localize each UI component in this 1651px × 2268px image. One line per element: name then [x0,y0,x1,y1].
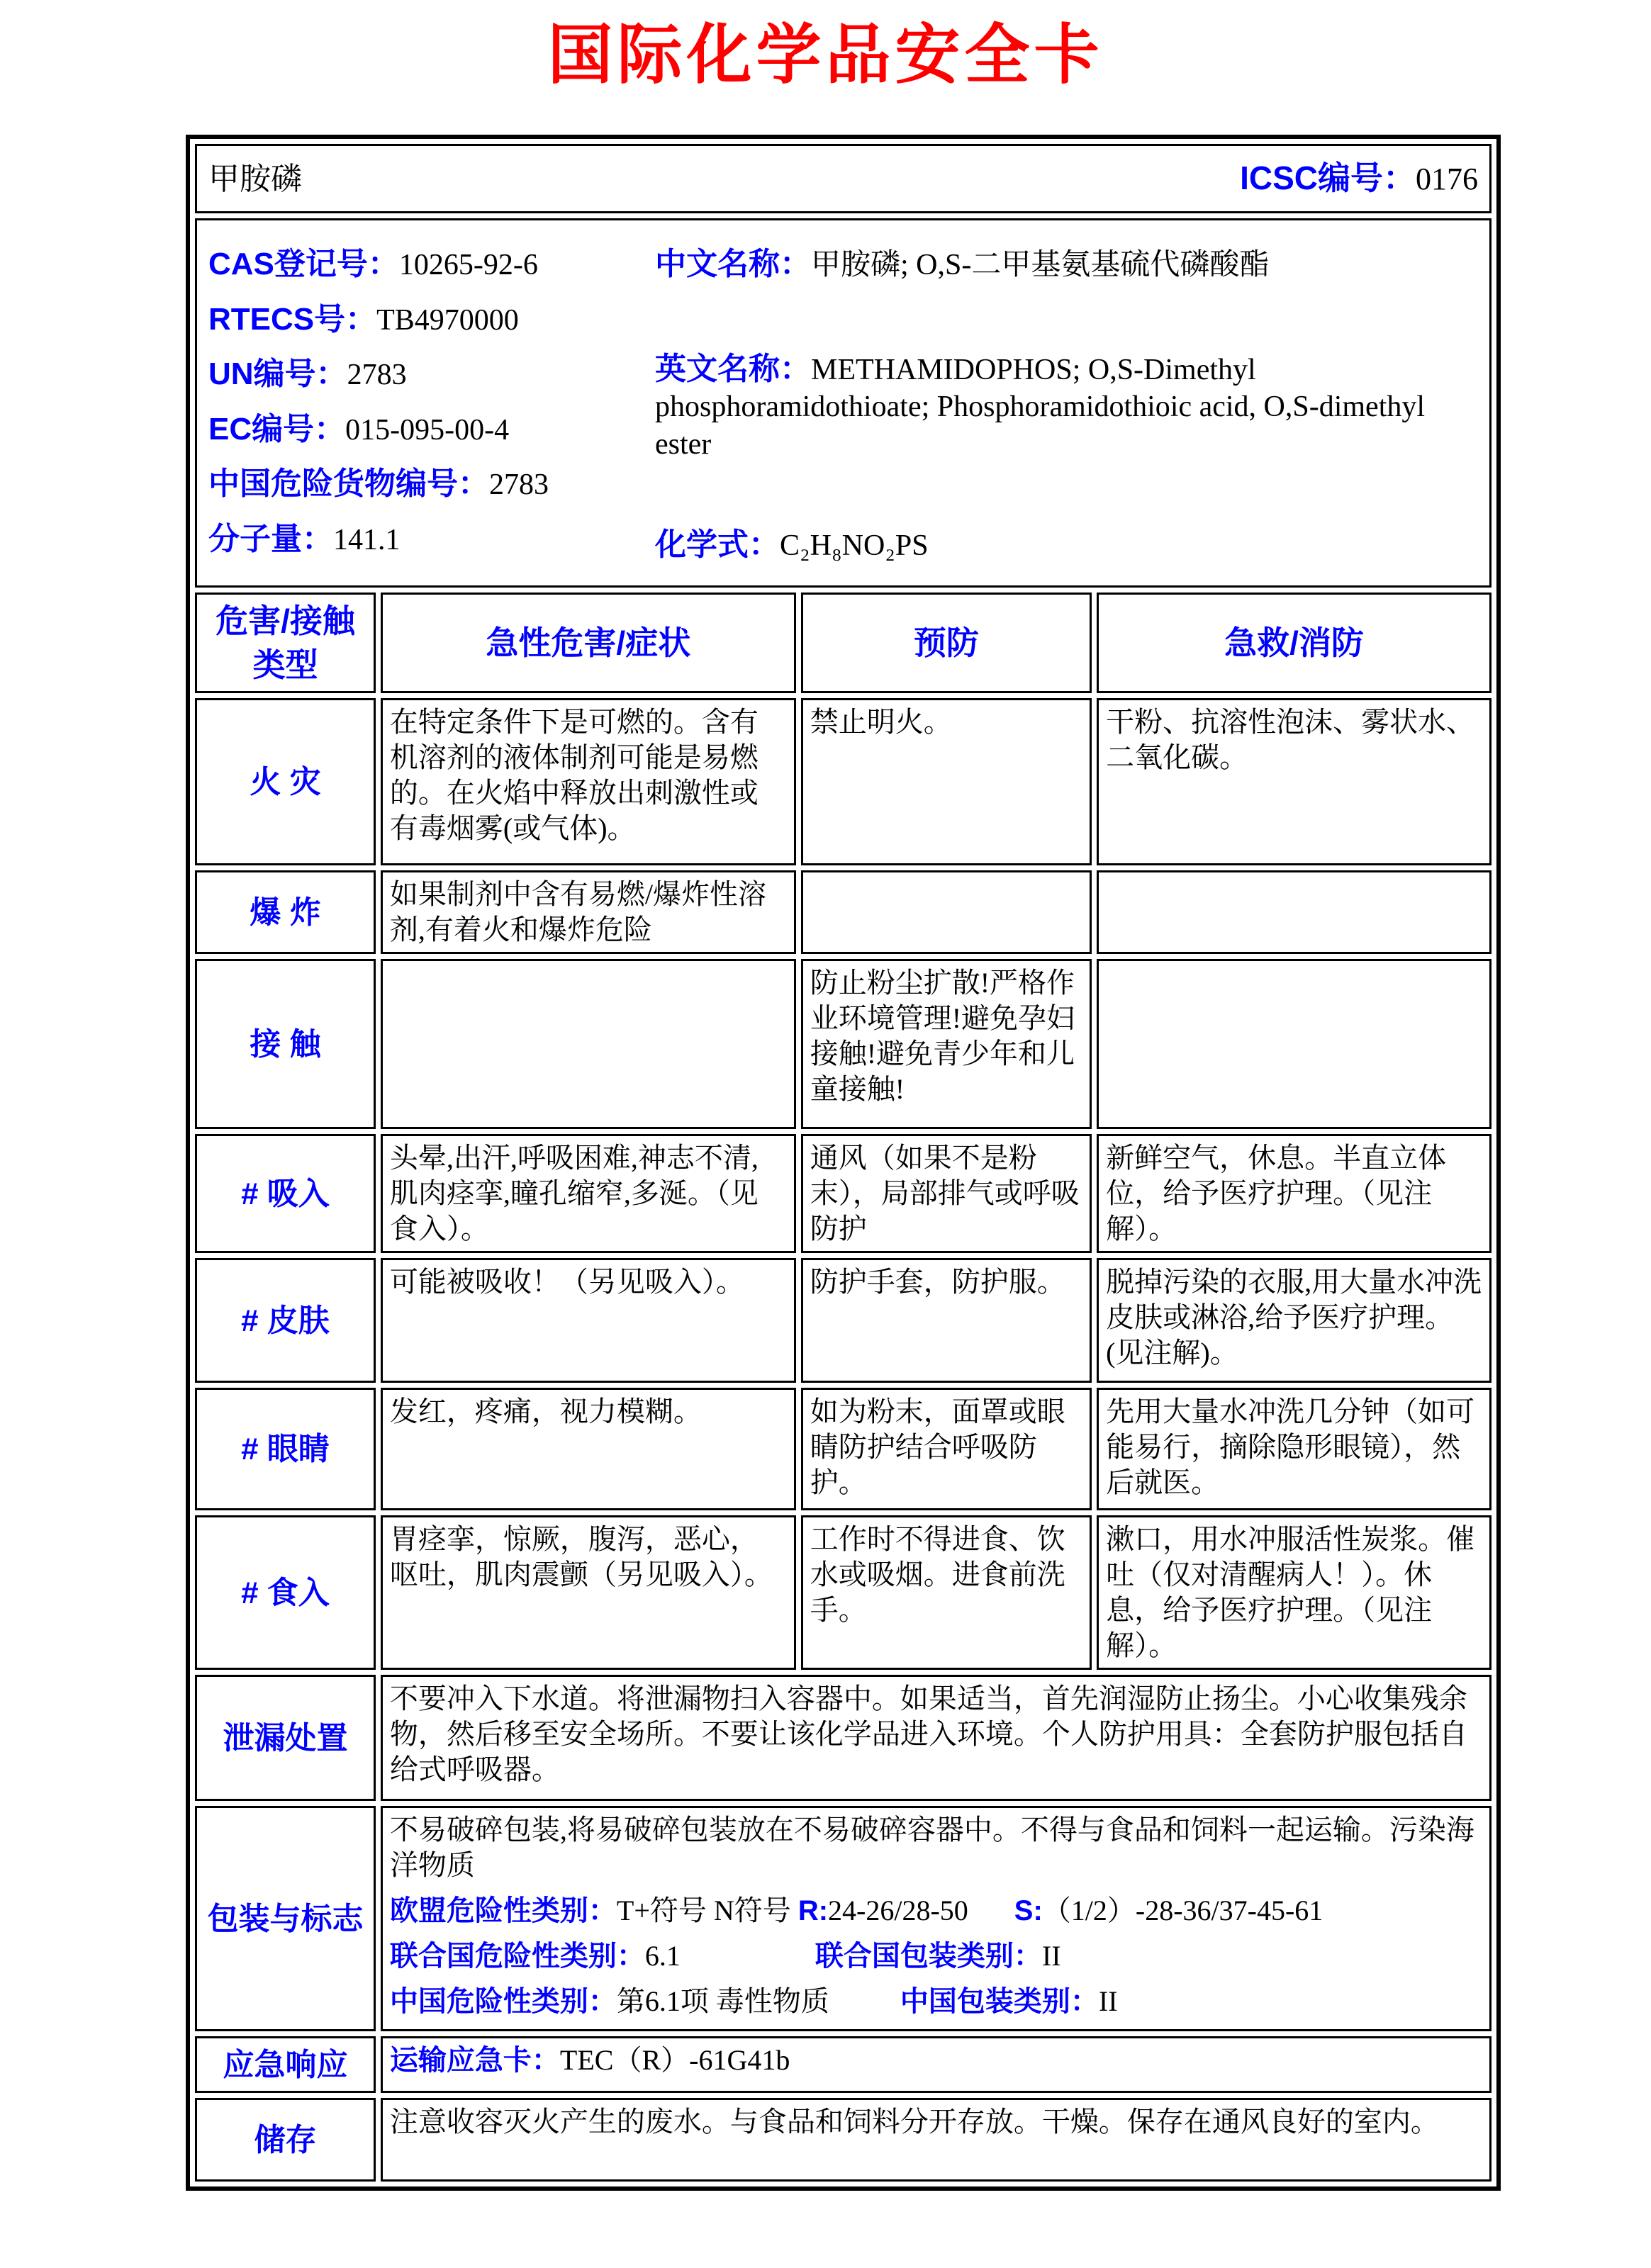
fire-label: 火 灾 [195,698,376,865]
un-pack-group-value: II [1041,1940,1061,1972]
exposure-symptoms [381,959,796,1129]
page-title: 国际化学品安全卡 [547,19,1104,91]
storage-label: 储存 [195,2098,376,2182]
transport-card-label: 运输应急卡： [389,2045,560,2077]
explosion-symptoms: 如果制剂中含有易燃/爆炸性溶剂,有着火和爆炸危险 [381,870,796,954]
emergency-row [195,2036,1492,2093]
packaging-content [381,1806,1492,2031]
un-hazard-class-label: 联合国危险性类别： [389,1941,645,1972]
skin-first-aid: 脱掉污染的衣服,用大量水冲洗皮肤或淋浴,给予医疗护理。(见注解)。 [1097,1258,1492,1383]
transport-card-value: TEC（R）-61G41b [559,2044,790,2077]
s-phrases-value: （1/2）-28-36/37-45-61 [1042,1894,1323,1927]
spill-label: 泄漏处置 [195,1675,376,1801]
header-acute-symptoms: 急性危害/症状 [381,593,796,693]
hazard-header-row [195,593,1492,693]
eyes-symptoms: 发红，疼痛，视力模糊。 [381,1388,796,1510]
icsc-label: ICSC编号： [1240,159,1416,197]
rtecs-label: RTECS号： [208,301,377,337]
china-dg-number-line [208,464,655,504]
formula-line [655,525,1472,565]
un-value: 2783 [347,359,407,391]
cn-pack-group-label: 中国包装类别： [900,1986,1099,2018]
packaging-body: 不易破碎包装,将易破碎包装放在不易破碎容器中。不得与食品和饲料一起运输。污染海洋物质 [389,1814,1474,1882]
rtecs-number-line [208,300,655,339]
eu-class-label: 欧盟危险性类别： [389,1895,617,1927]
storage-row [195,2098,1492,2182]
rtecs-value: TB4970000 [376,303,519,337]
header-hazard-type: 危害/接触类型 [195,593,376,693]
cas-label: CAS登记号： [208,247,399,281]
un-label: UN编号： [208,357,347,391]
header-prevention: 预防 [801,593,1092,693]
hazard-row-skin [195,1258,1492,1383]
s-phrases-label: S: [1014,1895,1043,1927]
china-dg-label: 中国危险货物编号： [208,466,489,501]
ec-value: 015-095-00-4 [345,413,510,447]
card-header-row [195,144,1492,213]
hazard-row-inhalation [195,1134,1492,1253]
molecular-weight-line [208,520,655,559]
cn-hazard-class-value: 第6.1项 毒性物质 [616,1985,829,2018]
icsc-number-box [1240,158,1478,199]
ec-number-line [208,410,655,449]
safety-card-table [186,135,1501,2191]
chinese-name-line [655,245,1472,284]
inhalation-first-aid: 新鲜空气，休息。半直立体位，给予医疗护理。（见注解）。 [1097,1134,1492,1253]
chinese-name-value: 甲胺磷; O,S-二甲基氨基硫代磷酸酯 [811,249,1270,281]
storage-text: 注意收容灭火产生的废水。与食品和饲料分开存放。干燥。保存在通风良好的室内。 [381,2098,1492,2182]
spill-text: 不要冲入下水道。将泄漏物扫入容器中。如果适当，首先润湿防止扬尘。小心收集残余物，然后移至安全场所。不要让该化学品进入环境。个人防护用具：全套防护服包括自给式呼吸器。 [381,1675,1492,1801]
inhalation-prevention: 通风（如果不是粉末），局部排气或呼吸防护 [801,1134,1092,1253]
explosion-prevention [801,870,1092,954]
un-pack-group-label: 联合国包装类别： [815,1941,1042,1972]
cas-number-line [208,245,655,284]
hazard-row-exposure [195,959,1492,1129]
inhalation-symptoms: 头晕,出汗,呼吸困难,神志不清,肌肉痉挛,瞳孔缩窄,多涎。（见食入）。 [381,1134,796,1253]
un-classification-line [390,1938,1482,1974]
safety-card [186,135,1501,2191]
fire-first-aid: 干粉、抗溶性泡沫、雾状水、二氧化碳。 [1097,698,1492,865]
ingestion-prevention: 工作时不得进食、饮水或吸烟。进食前洗手。 [801,1515,1092,1670]
skin-label: # 皮肤 [195,1258,376,1383]
hazard-row-fire [195,698,1492,865]
exposure-prevention: 防止粉尘扩散!严格作业环境管理!避免孕妇接触!避免青少年和儿童接触! [801,959,1092,1129]
cn-pack-group-value: II [1098,1985,1118,2018]
r-phrases-value: 24-26/28-50 [828,1894,968,1927]
eu-classification-line [390,1893,1482,1929]
cn-classification-line [390,1984,1482,2019]
inhalation-label: # 吸入 [195,1134,376,1253]
fire-prevention: 禁止明火。 [801,698,1092,865]
english-name-label: 英文名称： [655,351,811,386]
hazard-row-eyes [195,1388,1492,1510]
molecular-weight-value: 141.1 [333,523,401,556]
packaging-row [195,1806,1492,2031]
eyes-first-aid: 先用大量水冲洗几分钟（如可能易行，摘除隐形眼镜），然后就医。 [1097,1388,1492,1510]
formula-value: C₂H₈NO₂PS [780,529,929,562]
emergency-label: 应急响应 [195,2036,376,2093]
r-phrases-label: R: [797,1895,829,1927]
ingestion-first-aid: 漱口，用水冲服活性炭浆。催吐（仅对清醒病人！）。休息，给予医疗护理。（见注解）。 [1097,1515,1492,1670]
exposure-label: 接 触 [195,959,376,1129]
card-header-cell [195,144,1492,213]
names-block [655,245,1478,574]
formula-label: 化学式： [655,527,780,562]
emergency-content [381,2036,1492,2093]
fire-symptoms: 在特定条件下是可燃的。含有机溶剂的液体制剂可能是易燃的。在火焰中释放出刺激性或有毒烟雾(或气体)。 [381,698,796,865]
identifiers-cell [195,218,1492,588]
eyes-prevention: 如为粉末，面罩或眼睛防护结合呼吸防护。 [801,1388,1092,1510]
identifiers-row [195,218,1492,588]
skin-prevention: 防护手套，防护服。 [801,1258,1092,1383]
explosion-label: 爆 炸 [195,870,376,954]
china-dg-value: 2783 [489,468,549,501]
eu-class-value: T+符号 N符号 [616,1894,791,1927]
spill-row [195,1675,1492,1801]
identifier-list [208,245,655,574]
skin-symptoms: 可能被吸收！（另见吸入）。 [381,1258,796,1383]
english-name-value: METHAMIDOPHOS; O,S-Dimethyl phosphoramidothioate; Phosphoramidothioic acid, O,S-dimethyl ester [655,353,1426,461]
ingestion-symptoms: 胃痉挛，惊厥，腹泻，恶心，呕吐，肌肉震颤（另见吸入）。 [381,1515,796,1670]
cas-value: 10265-92-6 [398,249,538,281]
ec-label: EC编号： [208,411,346,447]
hazard-row-explosion [195,870,1492,954]
cn-hazard-class-label: 中国危险性类别： [389,1986,617,2018]
header-first-aid: 急救/消防 [1097,593,1492,693]
chinese-name-label: 中文名称： [655,247,811,281]
english-name-line [655,349,1472,464]
chemical-name: 甲胺磷 [208,161,302,196]
hazard-row-ingestion [195,1515,1492,1670]
un-number-line [208,354,655,394]
eyes-label: # 眼睛 [195,1388,376,1510]
icsc-number: 0176 [1416,162,1478,197]
packaging-label: 包装与标志 [195,1806,376,2031]
explosion-first-aid [1097,870,1492,954]
un-hazard-class-value: 6.1 [644,1940,681,1972]
ingestion-label: # 食入 [195,1515,376,1670]
molecular-weight-label: 分子量： [208,521,333,556]
exposure-first-aid [1097,959,1492,1129]
